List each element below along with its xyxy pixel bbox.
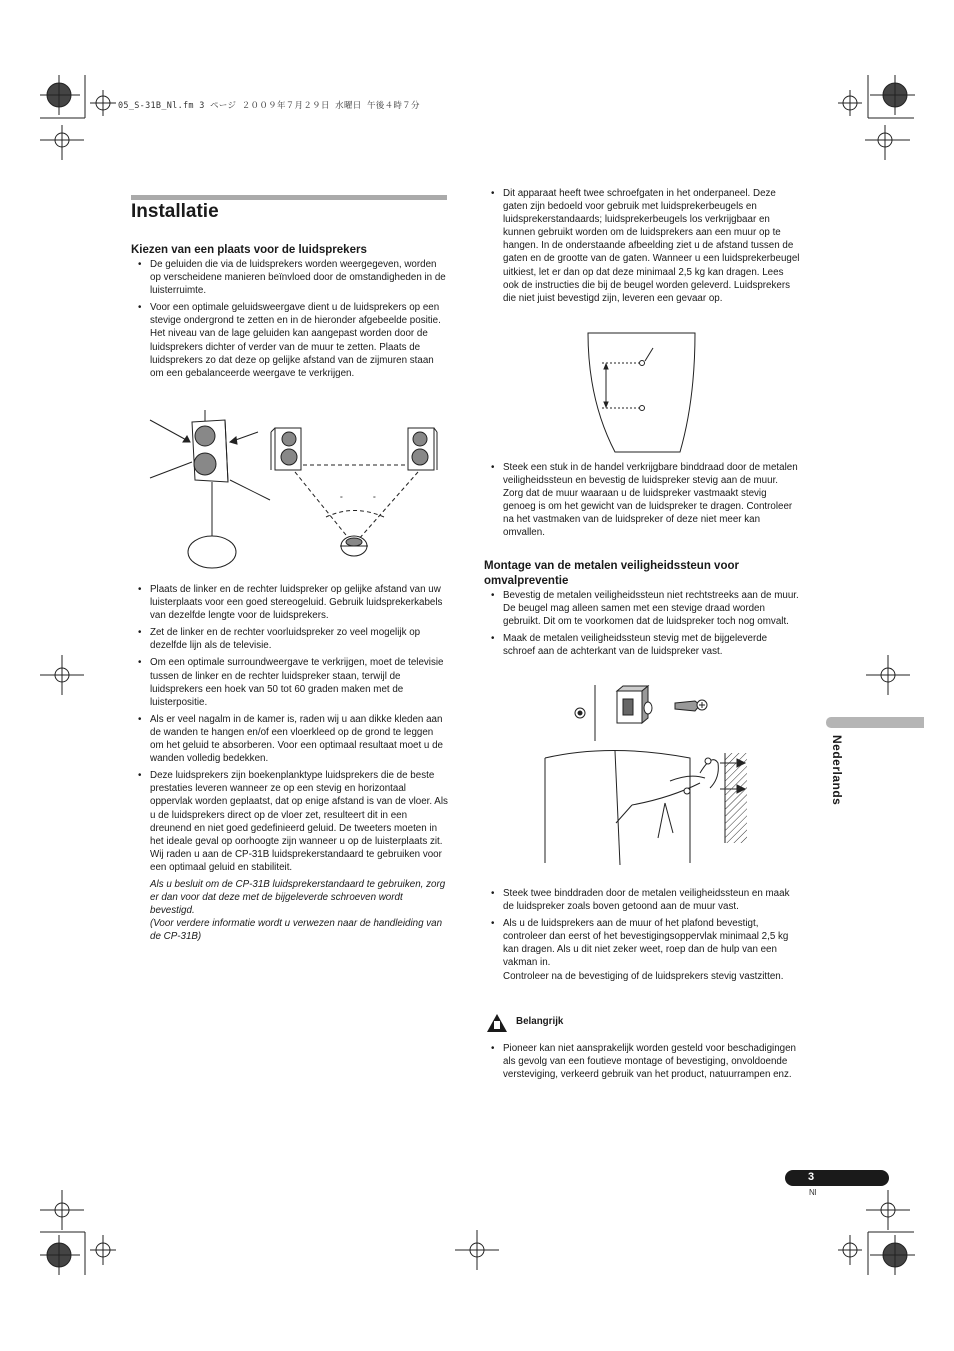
list-item: • Voor een optimale geluidsweergave dient u de luidsprekers op een stevige ondergrond te zetten en in de hieronder afgebeelde positie. Het niveau van de lage geluiden kan aangepast worden door de luidsprekers dichter of verder van de muur te zetten. Plaats de luidsprekers zo dat deze op gelijke afstand van de zijmuren staan om een gebalanceerde weergave te verkrijgen. [131, 301, 449, 380]
language-label: Nederlands [830, 735, 844, 806]
list-item: • Bevestig de metalen veiligheidssteun niet rechtstreeks aan de muur. De beugel mag alleen samen met een stevige draad worden gebruikt. Dit om te voorkomen dat de luidspreker toch nog omvalt. [484, 589, 800, 628]
italic-note: Als u besluit om de CP-31B luidsprekerstandaard te gebruiken, zorg er dan voor dat deze met de bijgeleverde schroeven wordt bevestigd. (Voor verdere informatie wordt u verwezen naar de handleiding van de CP-31B) [150, 878, 446, 943]
title-bar [131, 195, 447, 200]
list-item: • Steek twee binddraden door de metalen veiligheidssteun en maak de luidspreker zoals boven getoond aan de muur vast. [484, 887, 800, 913]
bullet-list [131, 583, 449, 874]
svg-text:°: ° [373, 496, 376, 503]
bracket-mounting-figure [540, 683, 760, 868]
list-item: • Maak de metalen veiligheidssteun stevig met de bijgeleverde schroef aan de achterkant van de luidspreker vast. [484, 632, 800, 658]
list-item: • Deze luidsprekers zijn boekenplanktype luidsprekers die de beste prestaties leveren wanneer ze op een stevig en horizontaal oppervlak worden geplaatst, dat op enige afstand is van de vloer. Als u de luidsprekers direct op de vloer zet, resulteert dit in een dreunend en niet goed gedefinieerd geluid. De tweeters moeten in het ideale geval op oorhoogte zijn wanneer u op de luisterplaats zit. Wij raden u aan de CP-31B luidsprekerstandaard te gebruiken voor een optimaal geluid en stabiliteit. [131, 769, 449, 874]
speaker-placement-figure [140, 400, 450, 580]
list-item: • De geluiden die via de luidsprekers worden weergegeven, worden op verscheidene manieren beïnvloed door de omstandigheden in de luisterruimte. [131, 258, 449, 297]
section-heading: Kiezen van een plaats voor de luidsprekers [131, 244, 367, 256]
section-safety-bracket [484, 559, 800, 662]
warning-hand-icon [486, 1013, 508, 1033]
section-wire [484, 461, 800, 544]
file-header: 05_S-31B_Nl.fm 3 ページ ２００９年７月２９日 水曜日 午後４時７分 [118, 101, 420, 111]
page-number: 3 [808, 1171, 815, 1183]
list-item: • Als er veel nagalm in de kamer is, raden wij u aan dikke kleden aan de wanden te hangen en/of een vloerkleed op de grond te leggen om het geluid te absorberen. Voor een optimaal resultaat moet u de wanden volledig bedekken. [131, 713, 449, 765]
list-item: • Plaats de linker en de rechter luidspreker op gelijke afstand van uw luisterplaats voor een goed stereogeluid. Gebruik luidsprekerkabels van dezelfde lengte voor de luidsprekers. [131, 583, 449, 622]
section-holes [484, 187, 800, 309]
bullet-list [484, 187, 800, 305]
section-mounting-notes [484, 887, 800, 987]
list-item: • Dit apparaat heeft twee schroefgaten in het onderpaneel. Deze gaten zijn bedoeld voor gebruik met luidsprekerbeugels en luidsprekerstandaards; luidsprekerbeugels los verkrijgbaar en kunnen gebruikt worden om de luidsprekers aan een muur op te hangen. In de onderstaande afbeelding ziet u de afstand tussen de gaten en de grootte van de gaten. Wanneer u een luidsprekerbeugel uitkiest, let er dan op dat deze minimaal 2,5 kg kan dragen. Lees ook de instructies die bij de beugel worden geleverd. Luidsprekers die niet juist bevestigd zijn, leveren een gevaar op. [484, 187, 800, 305]
list-item: • Zet de linker en de rechter voorluidspreker zo veel mogelijk op dezelfde lijn als de televisie. [131, 626, 449, 652]
section-placement-cont [131, 583, 449, 943]
section-placement [131, 243, 449, 384]
section-important [484, 1042, 800, 1085]
bullet-list [484, 589, 800, 658]
page-language-code: Nl [809, 1188, 817, 1197]
bullet-list [131, 258, 449, 380]
page-number-pill [785, 1170, 889, 1186]
bullet-list [484, 887, 800, 983]
list-item: • Steek een stuk in de handel verkrijgbare binddraad door de metalen veiligheidssteun en bevestig de luidspreker stevig aan de muur. Zorg dat de muur waaraan u de luidspreker vastmaakt stevig genoeg is om het gewicht van de luidspreker te dragen. Controleer na het vastmaken van de luidspreker of deze niet meer kan omvallen. [484, 461, 800, 540]
section-heading: Montage van de metalen veiligheidssteun voor omvalpreventie [484, 560, 739, 587]
bullet-list [484, 1042, 800, 1081]
svg-text:°: ° [340, 496, 343, 503]
list-item: • Als u de luidsprekers aan de muur of het plafond bevestigt, controleer dan eerst of het bevestigingsoppervlak minimaal 2,5 kg kan dragen. Als u dit niet zeker weet, roep dan de hulp van een vakman in. Controleer na de bevestiging of de luidsprekers stevig vastzitten. [484, 917, 800, 982]
speaker-bottom-figure [585, 330, 705, 455]
list-item: • Pioneer kan niet aansprakelijk worden gesteld voor beschadigingen als gevolg van een foutieve montage of bevestiging, onvoldoende versteviging, verkeerd gebruik van het product, natuurrampen enz. [484, 1042, 800, 1081]
bullet-list [484, 461, 800, 540]
language-tab [826, 717, 924, 728]
important-label: Belangrijk [516, 1016, 564, 1027]
list-item: • Om een optimale surroundweergave te verkrijgen, moet de televisie tussen de linker en de rechter luidspreker staan, terwijl de luidsprekers een hoek van 50 tot 60 graden maken met de luisterpositie. [131, 656, 449, 708]
page-title: Installatie [131, 201, 219, 222]
